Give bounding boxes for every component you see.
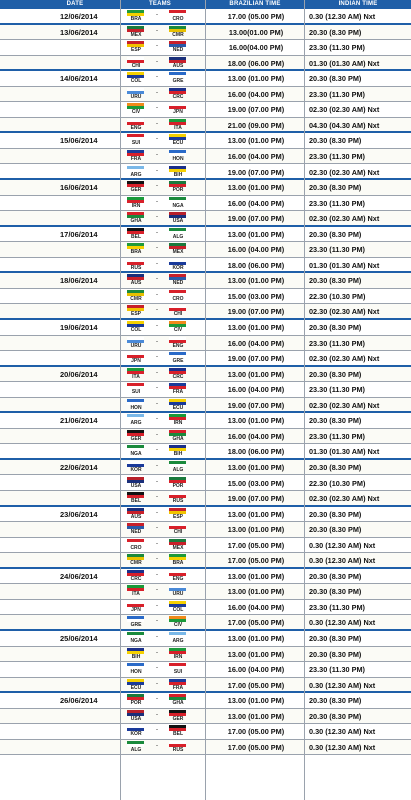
brazilian-time: 13.00 (01.00 PM)	[227, 509, 285, 519]
indian-time: 02.30 (02.30 AM) Nxt	[309, 400, 380, 410]
team-code: ESP	[130, 311, 141, 318]
indian-time: 22.30 (10.30 PM)	[309, 291, 366, 301]
column-divider	[120, 0, 121, 800]
brazilian-time: 18.00 (06.00 PM)	[227, 58, 285, 68]
team-code: AUS	[130, 513, 142, 520]
team-code: GER	[130, 435, 142, 442]
team-code: POR	[172, 187, 184, 194]
indian-time: 23.30 (11.30 PM)	[309, 602, 365, 612]
indian-time: 20.30 (8.30 PM)	[309, 369, 362, 379]
header-indian-time: INDIAN TIME	[338, 1, 378, 7]
versus-dash: -	[156, 649, 158, 656]
team-code: CMR	[172, 31, 184, 38]
versus-dash: -	[156, 556, 158, 563]
team-code: CIV	[173, 327, 183, 333]
team-code: GHA	[130, 218, 142, 225]
team-code: BIH	[131, 653, 141, 660]
versus-dash: -	[156, 680, 158, 687]
indian-time: 20.30 (8.30 PM)	[309, 711, 362, 721]
versus-dash: -	[156, 462, 158, 469]
brazilian-time: 13.00 (01.00 PM)	[227, 416, 285, 426]
brazilian-time: 16.00 (04.00 PM)	[227, 602, 285, 612]
team-code: GRE	[130, 622, 142, 629]
team-code: FRA	[172, 684, 184, 691]
indian-time: 0.30 (12.30 AM) Nxt	[309, 618, 376, 628]
brazilian-time: 21.00 (09.00 PM)	[227, 120, 285, 130]
team-code: ARG	[172, 638, 184, 644]
versus-dash: -	[156, 291, 158, 298]
team-code: CMR	[130, 560, 142, 567]
indian-time: 23.30 (11.30 PM)	[309, 431, 365, 441]
team-code: BEL	[131, 498, 141, 505]
indian-time: 20.30 (8.30 PM)	[309, 416, 362, 426]
versus-dash: -	[156, 183, 158, 190]
indian-time: 02.30 (02.30 AM) Nxt	[309, 214, 380, 224]
indian-time: 02.30 (02.30 AM) Nxt	[309, 307, 380, 317]
versus-dash: -	[156, 198, 158, 205]
brazilian-time: 15.00 (03.00 PM)	[227, 478, 285, 488]
team-code: NED	[172, 280, 184, 287]
indian-time: 23.30 (11.30 PM)	[309, 198, 365, 208]
team-code: CHI	[173, 311, 183, 318]
brazilian-time: 18.00 (06.00 PM)	[227, 260, 285, 270]
team-code: IRN	[173, 420, 183, 427]
indian-time: 23.30 (11.30 PM)	[309, 245, 365, 255]
team-code: ALG	[172, 466, 184, 473]
versus-dash: -	[156, 43, 158, 50]
versus-dash: -	[156, 58, 158, 65]
team-code: ENG	[130, 124, 142, 131]
indian-time: 0.30 (12.30 AM) Nxt	[309, 727, 376, 737]
brazilian-time: 17.00 (05.00 PM)	[227, 12, 285, 21]
versus-dash: -	[156, 525, 158, 532]
team-code: AUS	[172, 62, 184, 69]
brazilian-time: 17.00 (05.00 PM)	[227, 727, 285, 737]
brazilian-time: 13.00 (01.00 PM)	[227, 183, 285, 193]
indian-time: 01.30 (01.30 AM) Nxt	[309, 447, 380, 457]
team-code: FRA	[172, 389, 184, 396]
team-code: ESP	[172, 513, 183, 520]
team-code: NGA	[172, 202, 184, 209]
team-code: BIH	[173, 451, 183, 458]
indian-time: 20.30 (8.30 PM)	[309, 276, 362, 286]
indian-time: 0.30 (12.30 AM) Nxt	[309, 742, 376, 752]
match-date: 12/06/2014	[60, 12, 98, 21]
versus-dash: -	[156, 587, 158, 594]
indian-time: 20.30 (8.30 PM)	[309, 509, 362, 519]
team-code: JPN	[173, 109, 183, 116]
versus-dash: -	[156, 478, 158, 485]
versus-dash: -	[156, 74, 158, 81]
indian-time: 20.30 (8.30 PM)	[309, 183, 362, 193]
team-code: GER	[130, 187, 142, 194]
brazilian-time: 13.00 (01.00 PM)	[227, 711, 285, 721]
team-code: POR	[172, 482, 184, 489]
team-code: ARG	[130, 420, 142, 427]
versus-dash: -	[156, 120, 158, 127]
brazilian-time: 19.00 (07.00 PM)	[227, 214, 285, 224]
versus-dash: -	[156, 338, 158, 345]
team-code: GHA	[172, 435, 184, 442]
versus-dash: -	[156, 105, 158, 112]
team-code: ITA	[132, 591, 140, 598]
match-date: 15/06/2014	[60, 136, 98, 146]
brazilian-time: 13.00 (01.00 PM)	[227, 525, 285, 535]
brazilian-time: 16.00 (04.00 PM)	[227, 665, 285, 675]
team-code: SUI	[131, 389, 141, 396]
team-code: USA	[130, 482, 142, 489]
versus-dash: -	[156, 214, 158, 221]
versus-dash: -	[156, 431, 158, 438]
team-code: ENG	[172, 342, 184, 349]
brazilian-time: 16.00 (04.00 PM)	[227, 338, 285, 348]
indian-time: 20.30 (8.30 PM)	[309, 634, 362, 643]
match-date: 20/06/2014	[60, 369, 98, 379]
team-code: USA	[172, 218, 184, 225]
match-date: 18/06/2014	[60, 276, 98, 286]
versus-dash: -	[156, 151, 158, 158]
versus-dash: -	[156, 229, 158, 236]
indian-time: 20.30 (8.30 PM)	[309, 525, 362, 535]
team-code: MEX	[130, 31, 142, 38]
versus-dash: -	[156, 323, 158, 329]
versus-dash: -	[156, 136, 158, 143]
indian-time: 01.30 (01.30 AM) Nxt	[309, 58, 380, 68]
team-code: ARG	[130, 171, 142, 178]
team-code: CRC	[130, 575, 142, 582]
versus-dash: -	[156, 27, 158, 34]
indian-time: 23.30 (11.30 PM)	[309, 151, 365, 161]
versus-dash: -	[156, 260, 158, 267]
brazilian-time: 18.00 (06.00 PM)	[227, 447, 285, 457]
indian-time: 0.30 (12.30 AM) Nxt	[309, 556, 376, 566]
team-code: CRO	[172, 295, 184, 302]
team-code: GRE	[172, 78, 184, 85]
indian-time: 23.30 (11.30 PM)	[309, 89, 365, 99]
team-code: COL	[172, 606, 184, 613]
indian-time: 20.30 (8.30 PM)	[309, 696, 362, 706]
indian-time: 0.30 (12.30 AM) Nxt	[309, 12, 376, 21]
brazilian-time: 16.00 (04.00 PM)	[227, 151, 285, 161]
team-code: CHI	[131, 62, 141, 69]
team-code: RUS	[172, 498, 184, 505]
indian-time: 04.30 (04.30 AM) Nxt	[309, 120, 380, 130]
team-code: ALG	[130, 746, 142, 753]
brazilian-time: 13.00 (01.00 PM)	[227, 587, 285, 597]
brazilian-time: 16.00 (04.00 PM)	[227, 89, 285, 99]
team-code: HON	[172, 155, 184, 162]
indian-time: 23.30 (11.30 PM)	[309, 385, 365, 395]
versus-dash: -	[156, 665, 158, 672]
team-code: KOR	[172, 264, 184, 271]
brazilian-time: 13.00 (01.00 PM)	[227, 571, 285, 581]
versus-dash: -	[156, 634, 158, 640]
versus-dash: -	[156, 742, 158, 749]
team-code: ESP	[130, 47, 141, 54]
team-code: JPN	[131, 606, 141, 613]
team-code: POR	[130, 700, 142, 707]
team-code: HON	[130, 404, 142, 411]
versus-dash: -	[156, 416, 158, 423]
team-code: USA	[130, 715, 142, 722]
team-code: ITA	[174, 124, 182, 131]
brazilian-time: 19.00 (07.00 PM)	[227, 105, 285, 115]
versus-dash: -	[156, 385, 158, 392]
indian-time: 23.30 (11.30 PM)	[309, 665, 365, 675]
team-code: NGA	[130, 638, 142, 644]
brazilian-time: 13.00 (01.00 PM)	[227, 136, 285, 146]
indian-time: 02.30 (02.30 AM) Nxt	[309, 167, 380, 177]
team-code: CMR	[130, 295, 142, 302]
match-date: 22/06/2014	[60, 462, 98, 472]
team-code: GHA	[172, 700, 184, 707]
versus-dash: -	[156, 602, 158, 609]
indian-time: 0.30 (12.30 AM) Nxt	[309, 540, 376, 550]
team-code: BRA	[172, 560, 184, 567]
team-code: BEL	[173, 731, 183, 738]
match-date: 17/06/2014	[60, 229, 98, 239]
indian-time: 0.30 (12.30 AM) Nxt	[309, 680, 376, 690]
versus-dash: -	[156, 400, 158, 407]
team-code: CRC	[172, 93, 184, 100]
match-date: 23/06/2014	[60, 509, 98, 519]
team-code: KOR	[130, 731, 142, 738]
brazilian-time: 13.00(01.00 PM)	[228, 27, 284, 37]
header-brazilian-time: BRAZILIAN TIME	[229, 1, 281, 7]
brazilian-time: 16.00(04.00 PM)	[228, 43, 284, 53]
brazilian-time: 17.00 (05.00 PM)	[227, 742, 285, 752]
versus-dash: -	[156, 494, 158, 501]
brazilian-time: 13.00 (01.00 PM)	[227, 323, 285, 332]
brazilian-time: 16.00 (04.00 PM)	[227, 385, 285, 395]
team-code: CIV	[173, 622, 183, 629]
brazilian-time: 19.00 (07.00 PM)	[227, 167, 285, 177]
versus-dash: -	[156, 540, 158, 547]
brazilian-time: 17.00 (05.00 PM)	[227, 540, 285, 550]
team-code: IRN	[173, 653, 183, 660]
team-code: ECU	[130, 684, 142, 691]
team-code: MEX	[172, 249, 184, 256]
brazilian-time: 13.00 (01.00 PM)	[227, 462, 285, 472]
brazilian-time: 13.00 (01.00 PM)	[227, 229, 285, 239]
team-code: IRN	[131, 202, 141, 209]
team-code: COL	[130, 327, 142, 333]
indian-time: 23.30 (11.30 PM)	[309, 338, 365, 348]
team-code: ECU	[172, 404, 184, 411]
team-code: BEL	[131, 233, 141, 240]
versus-dash: -	[156, 307, 158, 314]
brazilian-time: 13.00 (01.00 PM)	[227, 696, 285, 706]
team-code: CRC	[172, 373, 184, 380]
header-date: DATE	[66, 1, 84, 7]
team-code: URU	[172, 591, 184, 598]
brazilian-time: 13.00 (01.00 PM)	[227, 649, 285, 659]
team-code: BRA	[130, 249, 142, 256]
match-date: 16/06/2014	[60, 183, 98, 193]
team-code: RUS	[172, 746, 184, 753]
brazilian-time: 17.00 (05.00 PM)	[227, 556, 285, 566]
team-code: ECU	[172, 140, 184, 147]
brazilian-time: 16.00 (04.00 PM)	[227, 198, 285, 208]
team-code: GRE	[172, 358, 184, 365]
team-code: URU	[130, 342, 142, 349]
team-code: HON	[130, 669, 142, 676]
match-date: 13/06/2014	[60, 27, 98, 37]
brazilian-time: 17.00 (05.00 PM)	[227, 618, 285, 628]
brazilian-time: 13.00 (01.00 PM)	[227, 369, 285, 379]
versus-dash: -	[156, 727, 158, 734]
brazilian-time: 19.00 (07.00 PM)	[227, 400, 285, 410]
indian-time: 20.30 (8.30 PM)	[309, 571, 362, 581]
indian-time: 02.30 (02.30 AM) Nxt	[309, 105, 380, 115]
team-code: SUI	[131, 140, 141, 147]
versus-dash: -	[156, 369, 158, 376]
team-code: ITA	[132, 373, 140, 380]
indian-time: 02.30 (02.30 AM) Nxt	[309, 494, 380, 504]
indian-time: 20.30 (8.30 PM)	[309, 323, 362, 332]
indian-time: 20.30 (8.30 PM)	[309, 587, 362, 597]
team-code: NED	[130, 529, 142, 536]
team-code: NGA	[130, 451, 142, 458]
versus-dash: -	[156, 167, 158, 174]
versus-dash: -	[156, 509, 158, 516]
versus-dash: -	[156, 245, 158, 252]
indian-time: 20.30 (8.30 PM)	[309, 229, 362, 239]
indian-time: 20.30 (8.30 PM)	[309, 649, 362, 659]
versus-dash: -	[156, 89, 158, 96]
match-date: 14/06/2014	[60, 74, 98, 84]
brazilian-time: 19.00 (07.00 PM)	[227, 307, 285, 317]
column-divider	[205, 0, 206, 800]
team-code: RUS	[130, 264, 142, 271]
team-code: JPN	[131, 358, 141, 365]
brazilian-time: 19.00 (07.00 PM)	[227, 354, 285, 364]
brazilian-time: 16.00 (04.00 PM)	[227, 245, 285, 255]
team-code: NED	[172, 47, 184, 54]
indian-time: 20.30 (8.30 PM)	[309, 136, 362, 146]
team-code: AUS	[130, 280, 142, 287]
team-code: CRO	[130, 544, 142, 551]
versus-dash: -	[156, 276, 158, 283]
brazilian-time: 16.00 (04.00 PM)	[227, 431, 285, 441]
versus-dash: -	[156, 571, 158, 578]
indian-time: 01.30 (01.30 AM) Nxt	[309, 260, 380, 270]
versus-dash: -	[156, 618, 158, 625]
team-code: BIH	[173, 171, 183, 178]
indian-time: 22.30 (10.30 PM)	[309, 478, 366, 488]
match-date: 19/06/2014	[60, 323, 98, 332]
match-date: 21/06/2014	[60, 416, 98, 426]
team-code: CIV	[131, 109, 141, 116]
brazilian-time: 17.00 (05.00 PM)	[227, 680, 285, 690]
team-code: GER	[172, 715, 184, 722]
versus-dash: -	[156, 12, 158, 18]
match-date: 24/06/2014	[60, 571, 98, 581]
team-code: URU	[130, 93, 142, 100]
team-code: ALG	[172, 233, 184, 240]
brazilian-time: 13.00 (01.00 PM)	[227, 74, 285, 84]
team-code: CRO	[172, 16, 184, 22]
indian-time: 20.30 (8.30 PM)	[309, 74, 362, 84]
indian-time: 20.30 (8.30 PM)	[309, 27, 362, 37]
brazilian-time: 13.00 (01.00 PM)	[227, 634, 285, 643]
versus-dash: -	[156, 696, 158, 703]
indian-time: 23.30 (11.30 PM)	[309, 43, 365, 53]
versus-dash: -	[156, 447, 158, 454]
team-code: SUI	[173, 669, 183, 676]
versus-dash: -	[156, 711, 158, 718]
team-code: BRA	[130, 16, 142, 22]
column-divider	[304, 0, 305, 800]
brazilian-time: 19.00 (07.00 PM)	[227, 494, 285, 504]
brazilian-time: 15.00 (03.00 PM)	[227, 291, 285, 301]
header-teams: TEAMS	[149, 1, 171, 7]
indian-time: 20.30 (8.30 PM)	[309, 462, 362, 472]
team-code: MEX	[172, 544, 184, 551]
indian-time: 02.30 (02.30 AM) Nxt	[309, 354, 380, 364]
versus-dash: -	[156, 354, 158, 361]
team-code: FRA	[130, 155, 142, 162]
brazilian-time: 13.00 (01.00 PM)	[227, 276, 285, 286]
team-code: ENG	[172, 575, 184, 582]
team-code: CHI	[173, 529, 183, 536]
team-code: COL	[130, 78, 142, 85]
match-date: 25/06/2014	[60, 634, 98, 643]
team-code: KOR	[130, 466, 142, 473]
match-date: 26/06/2014	[60, 696, 98, 706]
